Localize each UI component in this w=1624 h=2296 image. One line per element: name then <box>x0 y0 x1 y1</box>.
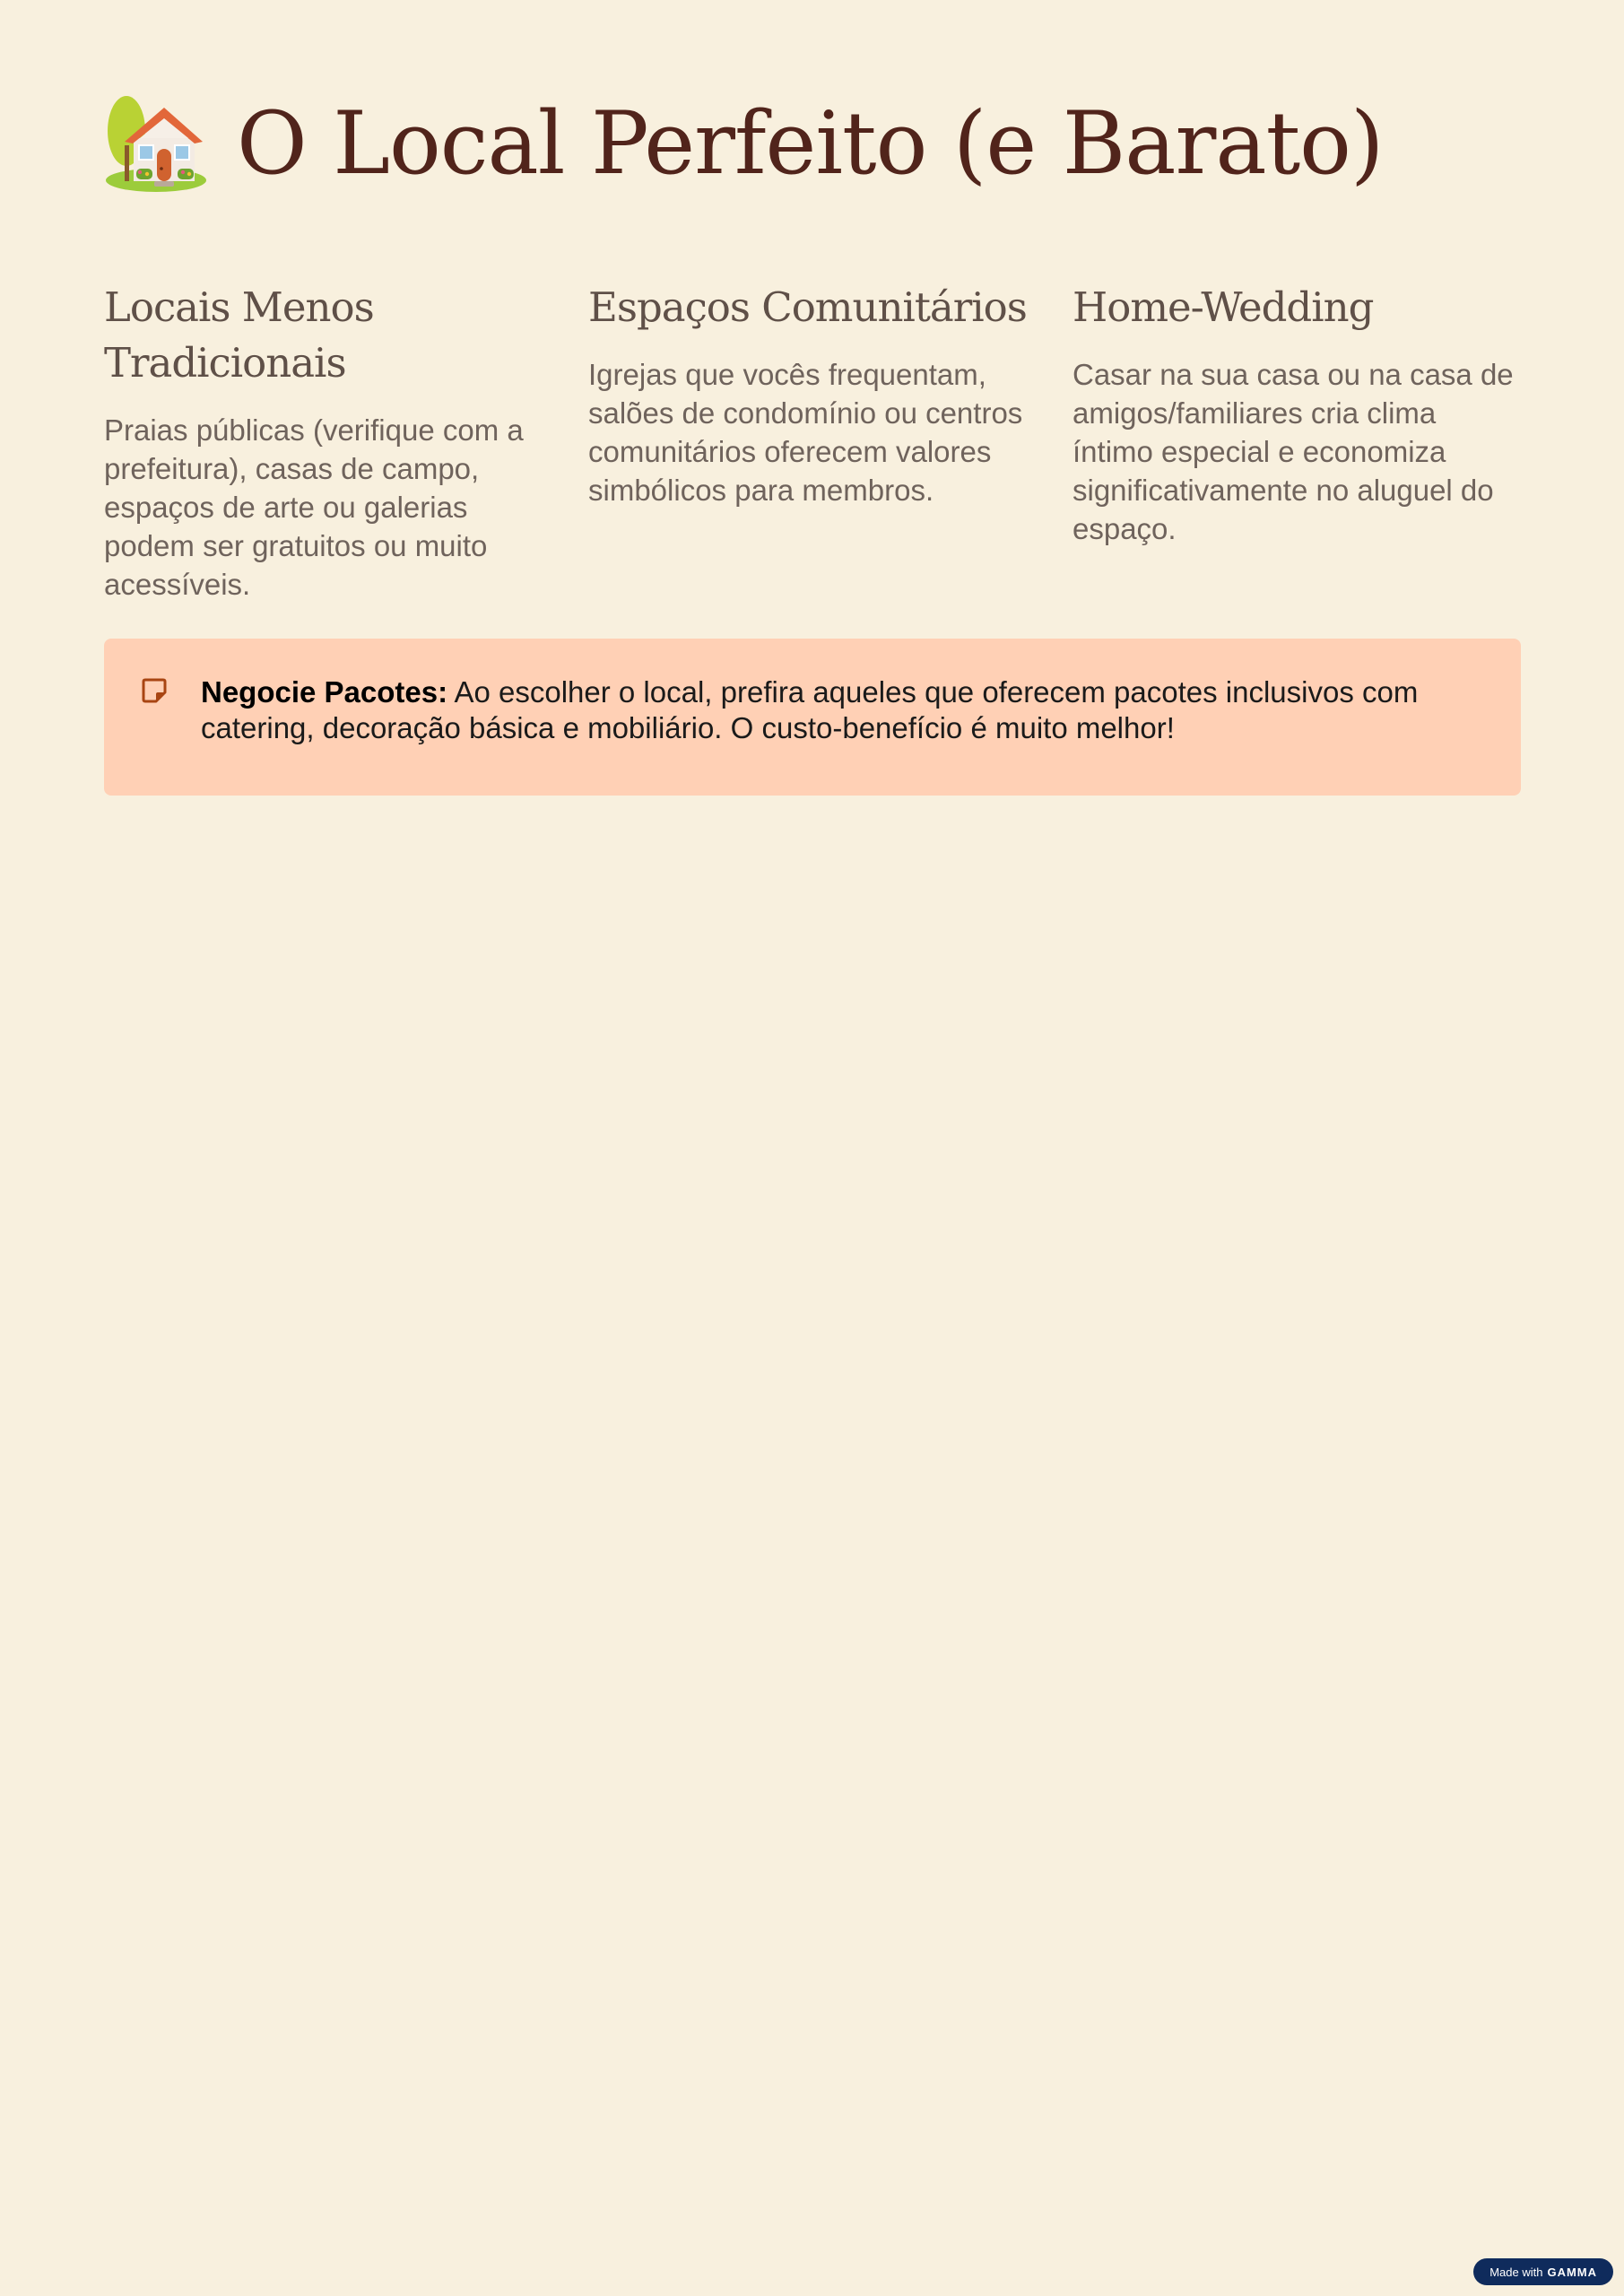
column-home-wedding <box>1073 280 1521 604</box>
page-title: O Local Perfeito (e Barato) <box>237 93 1384 194</box>
callout-bold: Negocie Pacotes: <box>201 675 448 709</box>
callout-text <box>201 674 1492 746</box>
badge-brand: GAMMA <box>1547 2265 1597 2279</box>
callout-box <box>104 639 1521 796</box>
column-espacos-comunitarios <box>588 280 1037 604</box>
badge-prefix: Made with <box>1489 2265 1543 2279</box>
column-heading: Espaços Comunitários <box>588 283 1027 331</box>
column-body: Casar na sua casa ou na casa de amigos/familiares cria clima íntimo especial e economiza significativamente no aluguel do espaço. <box>1073 358 1514 545</box>
column-body: Praias públicas (verifique com a prefeitura), casas de campo, espaços de arte ou galerias podem ser gratuitos ou muito acessíveis. <box>104 413 524 601</box>
column-heading: Locais Menos Tradicionais <box>104 283 374 387</box>
column-locais-menos-tradicionais <box>104 280 552 604</box>
title-row <box>104 90 1383 197</box>
three-columns <box>104 280 1521 604</box>
column-body: Igrejas que vocês frequentam, salões de condomínio ou centros comunitários oferecem valores simbólicos para membros. <box>588 358 1023 507</box>
made-with-gamma-badge[interactable] <box>1473 2258 1613 2285</box>
callout-body: Ao escolher o local, prefira aqueles que oferecem pacotes inclusivos com catering, decoração básica e mobiliário. O custo-benefício é muito melhor! <box>201 675 1419 744</box>
note-icon <box>140 676 169 705</box>
column-heading: Home-Wedding <box>1073 283 1374 331</box>
house-with-garden-icon <box>104 91 208 196</box>
